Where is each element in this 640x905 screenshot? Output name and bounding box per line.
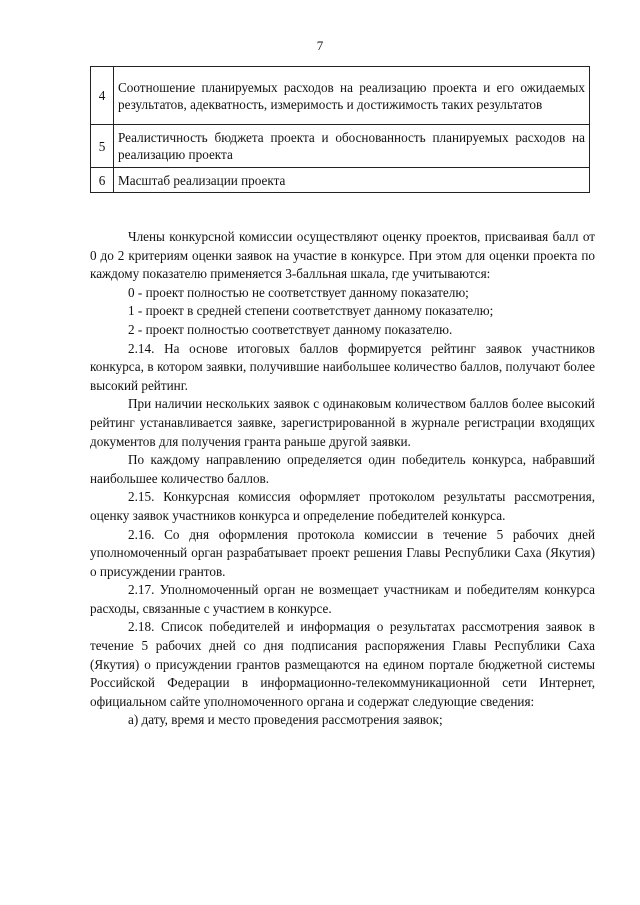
table-row bbox=[91, 125, 590, 168]
paragraph-2-15: 2.15. Конкурсная комиссия оформляет протоколом результаты рассмотрения, оценку заявок участников конкурса и определение победителей конкурса. bbox=[90, 489, 595, 523]
paragraph-2-17: 2.17. Уполномоченный орган не возмещает участникам и победителям конкурса расходы, связанные с участием в конкурсе. bbox=[90, 582, 595, 616]
table-row bbox=[91, 67, 590, 125]
criterion-number: 4 bbox=[91, 67, 114, 125]
scale-item-1: 1 - проект в средней степени соответствует данному показателю; bbox=[128, 303, 494, 319]
paragraph-winner-per-direction: По каждому направлению определяется один победитель конкурса, набравший наибольшее количество баллов. bbox=[90, 452, 595, 486]
criterion-number: 5 bbox=[91, 125, 114, 168]
page-number: 7 bbox=[316, 38, 324, 53]
criterion-text: Соотношение планируемых расходов на реализацию проекта и его ожидаемых результатов, адекватность, измеримость и достижимость таких результатов bbox=[114, 67, 590, 125]
scale-item-0: 0 - проект полностью не соответствует данному показателю; bbox=[128, 284, 469, 300]
paragraph-tie-rule: При наличии нескольких заявок с одинаковым количеством баллов более высокий рейтинг устанавливается заявке, зарегистрированной в журнале регистрации входящих документов для получения гранта раньше другой заявки. bbox=[90, 396, 595, 449]
paragraph-2-16: 2.16. Со дня оформления протокола комиссии в течение 5 рабочих дней уполномоченный орган разрабатывает проект решения Главы Республики Саха (Якутия) о присуждении грантов. bbox=[90, 526, 595, 579]
criterion-text: Реалистичность бюджета проекта и обоснованность планируемых расходов на реализацию проекта bbox=[114, 125, 590, 168]
criterion-number: 6 bbox=[91, 168, 114, 193]
paragraph-evaluation-intro: Члены конкурсной комиссии осуществляют оценку проектов, присваивая балл от 0 до 2 критериям оценки заявок на участие в конкурсе. При этом для оценки проекта по каждому показателю применяется 3-балльная шкала, где учитываются: bbox=[90, 229, 595, 282]
paragraph-2-18: 2.18. Список победителей и информация о результатах рассмотрения заявок в течение 5 рабочих дней со дня подписания распоряжения Главы Республики Саха (Якутия) о присуждении грантов размещаются на едином портале бюджетной системы Российской Федерации в информационно-телекоммуникационной сети Интернет, официальном сайте уполномоченного органа и содержат следующие сведения: bbox=[90, 619, 595, 709]
table-row bbox=[91, 168, 590, 193]
scale-item-2: 2 - проект полностью соответствует данному показателю. bbox=[128, 321, 453, 337]
list-item-a: а) дату, время и место проведения рассмотрения заявок; bbox=[128, 712, 443, 728]
criterion-text: Масштаб реализации проекта bbox=[114, 168, 590, 193]
paragraph-2-14: 2.14. На основе итоговых баллов формируется рейтинг заявок участников конкурса, в котором заявки, получившие наибольшее количество баллов, получают более высокий рейтинг. bbox=[90, 340, 595, 393]
document-body bbox=[90, 228, 595, 730]
criteria-table bbox=[90, 66, 590, 193]
